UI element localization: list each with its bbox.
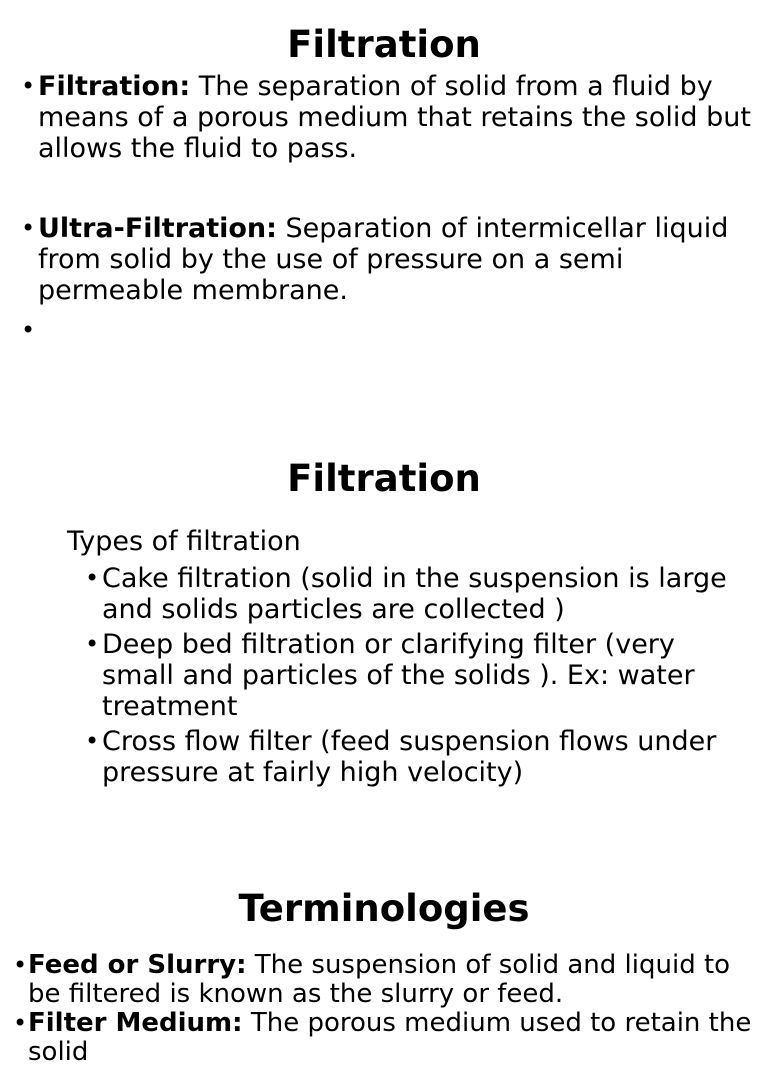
slide-title: Filtration [287, 457, 481, 500]
term-definition: The porous medium used to retain the solid [28, 1008, 752, 1067]
list-item [85, 726, 742, 788]
list-item-text: Cake filtration (solid in the suspension is large and solids particles are collected ) [102, 563, 727, 625]
empty-list-item [21, 315, 753, 346]
list-item [85, 563, 742, 625]
bullet-icon: • [21, 316, 36, 344]
list-item [13, 950, 758, 1009]
terminology-list [13, 950, 758, 1067]
term-definition: The separation of solid from a fluid by means of a porous medium that retains the solid but allows the fluid to pass. [38, 71, 751, 164]
bullet-icon: • [13, 951, 28, 979]
list-item [85, 629, 742, 722]
slide-types-of-filtration [0, 440, 768, 860]
term-definition: The suspension of solid and liquid to be filtered is known as the slurry or feed. [28, 950, 731, 1009]
types-list [85, 563, 742, 792]
bullet-icon: • [13, 1009, 28, 1037]
bullet-icon: • [21, 72, 36, 100]
term-definition: Separation of intermicellar liquid from solid by the use of pressure on a semi permeable membrane. [38, 213, 729, 306]
term-label: Filtration: [38, 71, 191, 102]
term-label: Filter Medium: [28, 1008, 243, 1038]
slide-terminologies [0, 870, 768, 1067]
definition-list [21, 71, 753, 346]
slide-title: Filtration [287, 23, 481, 66]
slide-filtration-definitions [0, 0, 768, 400]
section-lead: Types of filtration [67, 526, 301, 557]
slide-title: Terminologies [238, 887, 530, 930]
bullet-icon: • [85, 727, 100, 755]
list-item-text: Cross flow filter (feed suspension flows under pressure at fairly high velocity) [102, 726, 717, 788]
bullet-icon: • [21, 214, 36, 242]
bullet-icon: • [85, 630, 100, 658]
list-item-text: Deep bed filtration or clarifying filter (very small and particles of the solids ). Ex: water treatment [102, 629, 695, 722]
term-label: Feed or Slurry: [28, 950, 247, 980]
term-label: Ultra-Filtration: [38, 213, 277, 244]
list-item [13, 1008, 758, 1067]
bullet-icon: • [85, 564, 100, 592]
list-item [21, 71, 753, 164]
list-item [21, 213, 753, 306]
